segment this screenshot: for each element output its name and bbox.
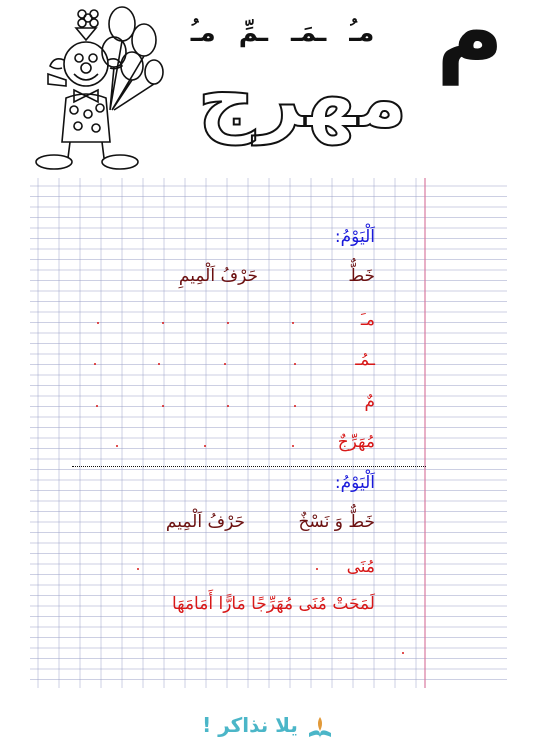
book-icon	[307, 715, 333, 739]
form-final: مٌ	[364, 392, 375, 412]
guide-dot	[292, 322, 294, 324]
guide-dot	[292, 445, 294, 447]
featured-letter: م	[436, 0, 504, 85]
guide-dot	[158, 363, 160, 365]
word-line-2: مُنَى	[346, 557, 375, 577]
script-label-2: خَطٌّ وَ نَسْخٌ	[298, 512, 375, 532]
form-initial: مـَ	[360, 310, 375, 330]
guide-dot	[294, 363, 296, 365]
outlined-word: مهرج	[197, 52, 408, 145]
guide-dot	[294, 405, 296, 407]
guide-dot	[137, 568, 139, 570]
guide-dot	[224, 363, 226, 365]
sentence-line: لَمَحَتْ مُنَى مُهَرِّجًا مَارًّا أَمَامَهَا	[171, 594, 375, 614]
script-label-1: خَطٌّ	[348, 266, 375, 286]
guide-dot	[94, 363, 96, 365]
logo-text: يلا نذاكر !	[202, 713, 298, 737]
date-heading-1: اَلْيَوْمُ:	[334, 227, 375, 247]
form-medial: ـمُـ	[355, 350, 375, 370]
clown-illustration	[22, 2, 167, 174]
guide-dot	[97, 322, 99, 324]
guide-dot	[96, 405, 98, 407]
word-line-1: مُهَرِّجٌ	[337, 432, 375, 452]
guide-dot	[204, 445, 206, 447]
footer-logo	[195, 713, 355, 743]
letter-name-2: حَرْفُ اَلْمِيم	[165, 512, 245, 532]
guide-dot	[402, 652, 404, 654]
section-separator	[72, 466, 426, 467]
guide-dot	[116, 445, 118, 447]
letter-forms: مـُ ـمَـ ـمِّ مـُ	[190, 18, 375, 48]
guide-dot	[227, 405, 229, 407]
letter-name-1: حَرْفُ اَلْمِيمِ	[178, 266, 258, 286]
guide-dot	[227, 322, 229, 324]
guide-dot	[162, 405, 164, 407]
worksheet-header	[0, 0, 543, 180]
guide-dot	[316, 568, 318, 570]
date-heading-2: اَلْيَوْمُ:	[334, 473, 375, 493]
guide-dot	[162, 322, 164, 324]
